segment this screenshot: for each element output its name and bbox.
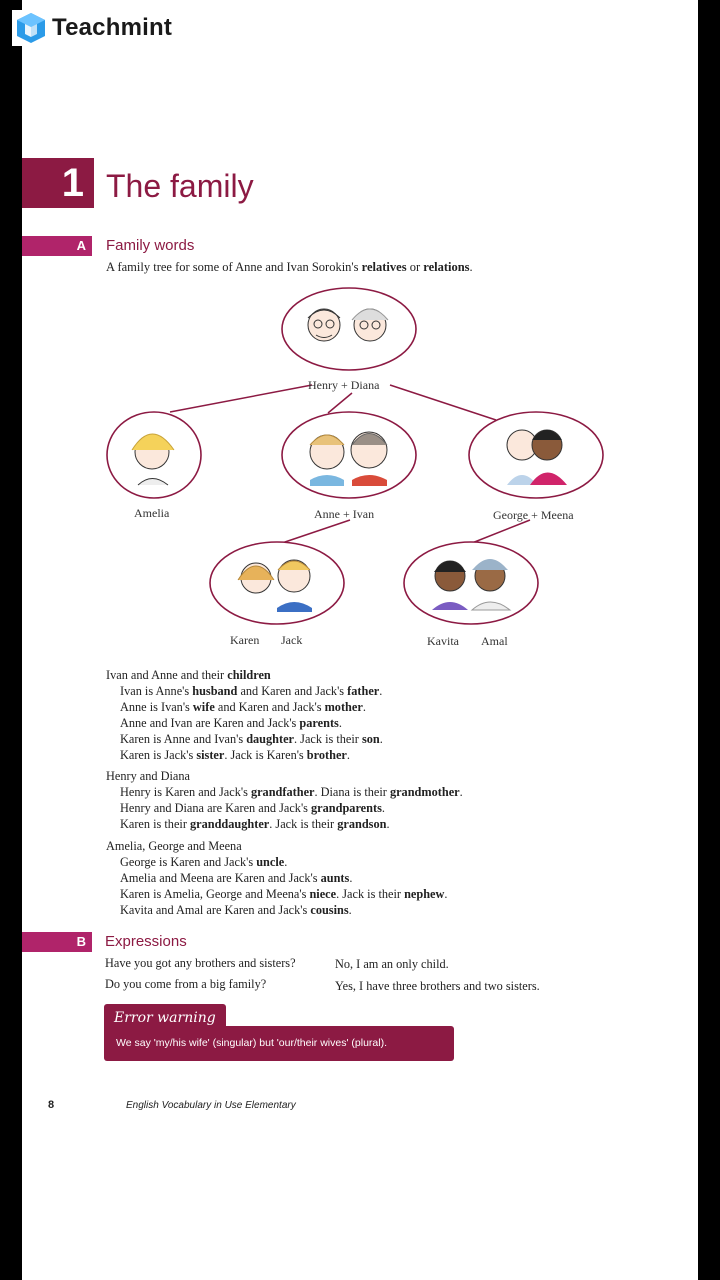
label-amal: Amal: [481, 634, 508, 648]
label-henry-diana: Henry + Diana: [308, 378, 380, 392]
unit-number: 1: [22, 158, 94, 208]
expression-question-1: Have you got any brothers and sisters?: [105, 956, 296, 970]
label-karen: Karen: [230, 633, 260, 647]
expression-answer-1: No, I am an only child.: [335, 957, 449, 971]
grandparents-description: Henry and Diana Henry is Karen and Jack's grandfather. Diana is their grandmother. Henry and Diana are Karen and Jack's grandparents. Karen is their granddaughter. Jack is their grandson.: [106, 769, 463, 831]
grandparents-portrait: [282, 288, 416, 370]
section-a-intro: A family tree for some of Anne and Ivan Sorokin's relatives or relations.: [106, 260, 473, 274]
section-a-title: Family words: [106, 237, 195, 254]
anne-ivan-portrait: [282, 412, 416, 498]
label-jack: Jack: [281, 633, 303, 647]
label-kavita: Kavita: [427, 634, 459, 648]
relatives-description: Amelia, George and Meena George is Karen and Jack's uncle. Amelia and Meena are Karen and Jack's aunts. Karen is Amelia, George and Meena's niece. Jack is their nephew. Kavita and Amal are Karen and Jack's cousins.: [106, 839, 448, 917]
error-warning-text: We say 'my/his wife' (singular) but 'our/their wives' (plural).: [104, 1026, 454, 1061]
section-b-bar: B: [22, 932, 92, 952]
brand-header: [12, 10, 176, 46]
section-b-title: Expressions: [105, 933, 187, 950]
teachmint-logo-icon: [16, 12, 46, 44]
error-warning-title: Error warning: [104, 1004, 226, 1030]
expression-answer-2: Yes, I have three brothers and two sisters.: [335, 979, 540, 993]
expression-question-2: Do you come from a big family?: [105, 977, 267, 991]
family-tree-illustration: [22, 280, 698, 660]
label-anne-ivan: Anne + Ivan: [314, 507, 375, 521]
label-amelia: Amelia: [134, 506, 170, 520]
children-description: Ivan and Anne and their children Ivan is Anne's husband and Karen and Jack's father. Anne is Ivan's wife and Karen and Jack's mother. Anne and Ivan are Karen and Jack's parents. Karen is Anne and Ivan's daughter. Jack is their son. Karen is Jack's sister. Jack is Karen's brother.: [106, 668, 383, 762]
karen-jack-portrait: [210, 542, 344, 624]
amelia-portrait: [107, 412, 201, 498]
george-meena-portrait: [469, 412, 603, 498]
unit-title: The family: [106, 168, 254, 204]
brand-name: Teachmint: [52, 14, 173, 41]
book-title: English Vocabulary in Use Elementary: [126, 1100, 296, 1111]
page-number: 8: [48, 1099, 55, 1111]
textbook-page: [22, 0, 698, 1280]
kavita-amal-portrait: [404, 542, 538, 624]
label-george-meena: George + Meena: [493, 508, 574, 522]
section-a-bar: A: [22, 236, 92, 256]
